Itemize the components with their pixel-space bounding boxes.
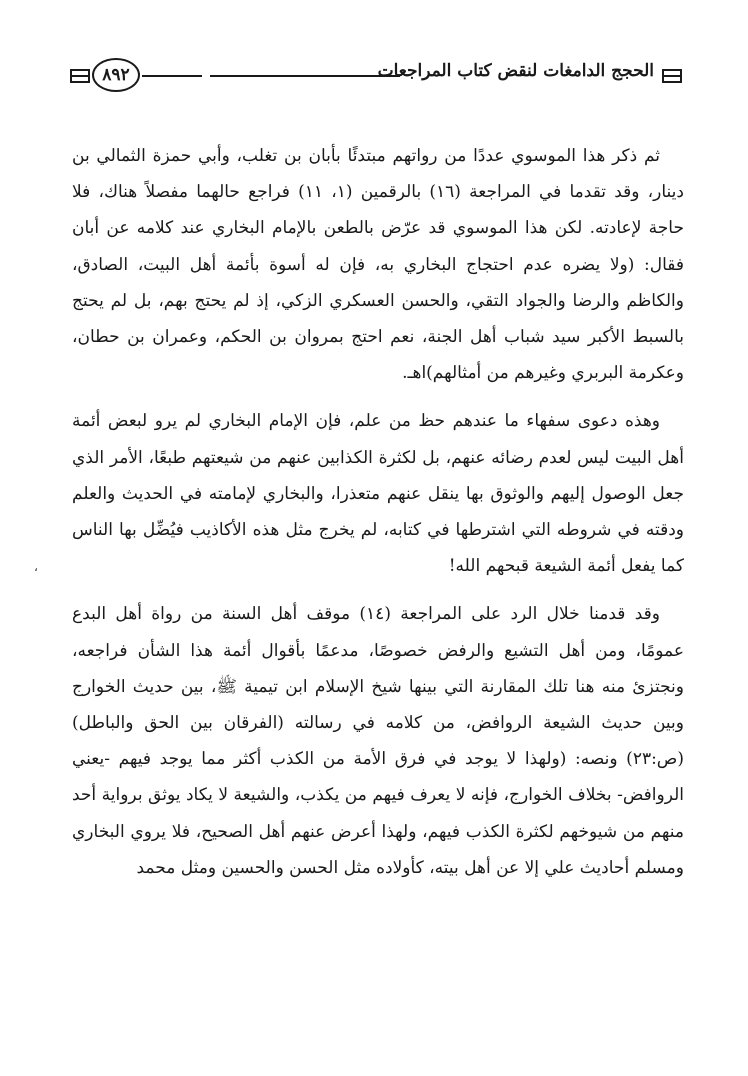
page-number: ٨٩٢ — [92, 58, 140, 92]
page-body — [72, 138, 684, 898]
running-title: الحجج الدامغات لنقض كتاب المراجعات — [377, 61, 654, 81]
ornament-right-icon — [662, 68, 682, 84]
paragraph-3: وقد قدمنا خلال الرد على المراجعة (١٤) موقف أهل السنة من رواة أهل البدع عمومًا، ومن أهل التشيع والرفض خصوصًا، مدعمًا بأقوال أئمة هذا الشأن فراجعه، ونجتزئ منه هنا تلك المقارنة التي بينها شيخ الإسلام ابن تيمية ﷺ، بين حديث الخوارج وبين حديث الشيعة الروافض، من كلامه في رسالته (الفرقان بين الحق والباطل) (ص:٢٣) ونصه: (ولهذا لا يوجد في فرق الأمة من الكذب أكثر مما يوجد فيهم -يعني الروافض- بخلاف الخوارج، فإنه لا يعرف فيهم من يكذب، والشيعة لا يكاد يوثق برواية أحد منهم من شيوخهم لكثرة الكذب فيهم، ولهذا أعرض عنهم أهل الصحيح، فلا يروي البخاري ومسلم أحاديث علي إلا عن أهل بيته، كأولاده مثل الحسن والحسين ومثل محمد — [72, 604, 684, 878]
stray-mark: ، — [34, 560, 38, 574]
header-rule-right — [210, 75, 400, 77]
ornament-left-icon — [70, 68, 90, 84]
paragraph-1: ثم ذكر هذا الموسوي عددًا من رواتهم مبتدئًا بأبان بن تغلب، وأبي حمزة الثمالي بن دينار، وقد تقدما في المراجعة (١٦) بالرقمين (١، ١١) فراجع حالهما مفصلاً هناك، فلا حاجة لإعادته. لكن هذا الموسوي قد عرّض بالطعن بالإمام البخاري عند كلامه عن أبان فقال: (ولا يضره عدم احتجاج البخاري به، فإن له أسوة بأئمة أهل البيت، الصادق، والكاظم والرضا والجواد التقي، والحسن العسكري الزكي، إذ لم يحتج بهم، بل لم يحتج بالسبط الأكبر سيد شباب أهل الجنة، نعم احتج بمروان بن الحكم، وعمران بن حطان، وعكرمة البربري وغيرهم من أمثالهم)اهـ. — [72, 146, 684, 384]
header-rule-left — [142, 75, 202, 77]
paragraph-2: وهذه دعوى سفهاء ما عندهم حظ من علم، فإن الإمام البخاري لم يرو لبعض أئمة أهل البيت ليس لعدم رضائه عنهم، بل لكثرة الكذابين عنهم من شيعتهم طبعًا، الأمر الذي جعل الوصول إليهم والوثوق بها ينقل عنهم متعذرا، والبخاري لإمامته في الحديث والعلم ودقته في شروطه التي اشترطها في كتابه، لم يخرج مثل هذه الأكاذيب فيُضِّل بها الناس كما يفعل أئمة الشيعة قبحهم الله! — [72, 411, 684, 577]
page-header — [70, 58, 682, 94]
